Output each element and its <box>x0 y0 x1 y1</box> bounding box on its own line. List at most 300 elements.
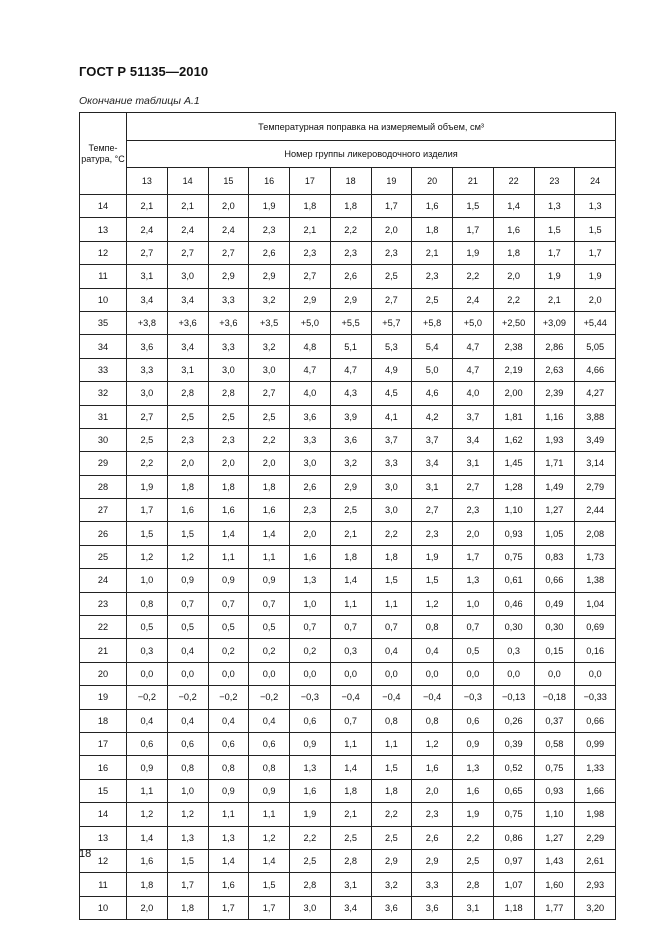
correction-cell: 1,4 <box>249 522 290 545</box>
correction-cell: 2,7 <box>167 241 208 264</box>
table-row <box>80 475 616 498</box>
correction-cell: 2,0 <box>371 218 412 241</box>
correction-cell: 1,8 <box>371 779 412 802</box>
correction-cell: 0,0 <box>127 662 168 685</box>
correction-cell: +5,44 <box>575 311 616 334</box>
correction-cell: 3,3 <box>371 452 412 475</box>
correction-cell: 2,2 <box>453 826 494 849</box>
correction-cell: 0,3 <box>127 639 168 662</box>
correction-cell: 3,4 <box>453 428 494 451</box>
correction-cell: 0,7 <box>208 592 249 615</box>
correction-cell: 2,3 <box>290 241 331 264</box>
correction-cell: 1,28 <box>493 475 534 498</box>
correction-cell: 0,7 <box>290 616 331 639</box>
correction-cell: 3,6 <box>290 405 331 428</box>
correction-cell: 4,7 <box>453 358 494 381</box>
correction-cell: 0,26 <box>493 709 534 732</box>
correction-cell: 1,1 <box>208 803 249 826</box>
correction-cell: 1,7 <box>127 499 168 522</box>
correction-cell: 0,4 <box>412 639 453 662</box>
correction-cell: 2,6 <box>412 826 453 849</box>
correction-cell: 2,3 <box>167 428 208 451</box>
table-row <box>80 709 616 732</box>
correction-cell: 0,0 <box>534 662 575 685</box>
correction-cell: 3,1 <box>330 873 371 896</box>
correction-cell: 0,9 <box>167 569 208 592</box>
correction-cell: 1,2 <box>127 545 168 568</box>
correction-cell: 0,97 <box>493 849 534 872</box>
correction-cell: 1,4 <box>127 826 168 849</box>
temperature-cell: 28 <box>80 475 127 498</box>
correction-cell: 1,98 <box>575 803 616 826</box>
correction-cell: 1,2 <box>167 545 208 568</box>
correction-cell: −0,3 <box>290 686 331 709</box>
correction-cell: 1,1 <box>371 592 412 615</box>
correction-cell: 1,5 <box>412 569 453 592</box>
group-number-header: 19 <box>371 168 412 195</box>
correction-cell: 2,7 <box>412 499 453 522</box>
correction-cell: 0,0 <box>208 662 249 685</box>
correction-cell: 0,83 <box>534 545 575 568</box>
correction-cell: −0,2 <box>127 686 168 709</box>
correction-cell: 0,2 <box>249 639 290 662</box>
correction-cell: 4,9 <box>371 358 412 381</box>
correction-cell: 0,7 <box>330 709 371 732</box>
group-number-header: 14 <box>167 168 208 195</box>
temperature-cell: 17 <box>80 732 127 755</box>
correction-cell: +5,7 <box>371 311 412 334</box>
correction-cell: 1,1 <box>249 803 290 826</box>
correction-cell: 2,0 <box>208 452 249 475</box>
correction-cell: 2,9 <box>330 288 371 311</box>
correction-cell: 3,4 <box>412 452 453 475</box>
temperature-cell: 12 <box>80 241 127 264</box>
correction-cell: 2,8 <box>290 873 331 896</box>
correction-cell: 2,00 <box>493 382 534 405</box>
correction-cell: 0,8 <box>127 592 168 615</box>
correction-cell: 2,3 <box>330 241 371 264</box>
temperature-cell: 32 <box>80 382 127 405</box>
correction-cell: 1,8 <box>493 241 534 264</box>
correction-cell: −0,2 <box>208 686 249 709</box>
correction-cell: 2,44 <box>575 499 616 522</box>
temperature-cell: 22 <box>80 616 127 639</box>
correction-cell: 3,1 <box>412 475 453 498</box>
correction-cell: 3,4 <box>330 896 371 919</box>
correction-cell: 2,5 <box>127 428 168 451</box>
correction-cell: 2,2 <box>249 428 290 451</box>
table-caption: Окончание таблицы А.1 <box>79 95 200 107</box>
correction-cell: 1,3 <box>290 569 331 592</box>
correction-cell: 5,1 <box>330 335 371 358</box>
correction-cell: 2,6 <box>290 475 331 498</box>
group-numbers-row <box>80 168 616 195</box>
temperature-cell: 14 <box>80 803 127 826</box>
correction-cell: 0,2 <box>290 639 331 662</box>
correction-cell: 2,2 <box>127 452 168 475</box>
correction-cell: 0,61 <box>493 569 534 592</box>
correction-cell: 3,0 <box>371 499 412 522</box>
correction-cell: 1,1 <box>208 545 249 568</box>
correction-cell: 1,05 <box>534 522 575 545</box>
correction-cell: 1,7 <box>534 241 575 264</box>
correction-cell: 2,7 <box>208 241 249 264</box>
temperature-cell: 27 <box>80 499 127 522</box>
correction-cell: 1,5 <box>453 195 494 218</box>
correction-cell: 0,5 <box>127 616 168 639</box>
correction-cell: 1,38 <box>575 569 616 592</box>
correction-cell: +5,5 <box>330 311 371 334</box>
correction-cell: −0,4 <box>330 686 371 709</box>
correction-cell: 1,7 <box>371 195 412 218</box>
correction-cell: 0,0 <box>167 662 208 685</box>
correction-cell: 2,0 <box>493 265 534 288</box>
correction-cell: 2,3 <box>371 241 412 264</box>
group-number-header: 21 <box>453 168 494 195</box>
correction-cell: 2,7 <box>249 382 290 405</box>
correction-cell: 0,0 <box>249 662 290 685</box>
correction-cell: 0,15 <box>534 639 575 662</box>
correction-cell: 3,4 <box>167 288 208 311</box>
correction-cell: 0,9 <box>249 779 290 802</box>
correction-cell: 2,3 <box>412 265 453 288</box>
correction-cell: 0,8 <box>249 756 290 779</box>
correction-cell: +3,5 <box>249 311 290 334</box>
table-row <box>80 545 616 568</box>
correction-cell: 0,58 <box>534 732 575 755</box>
correction-cell: 1,10 <box>534 803 575 826</box>
correction-cell: 1,8 <box>371 545 412 568</box>
correction-cell: 3,14 <box>575 452 616 475</box>
correction-cell: 0,8 <box>412 709 453 732</box>
correction-cell: 0,46 <box>493 592 534 615</box>
correction-cell: 1,8 <box>412 218 453 241</box>
correction-cell: 0,16 <box>575 639 616 662</box>
correction-cell: 2,2 <box>453 265 494 288</box>
correction-cell: 1,4 <box>208 849 249 872</box>
correction-cell: 2,19 <box>493 358 534 381</box>
correction-cell: 1,45 <box>493 452 534 475</box>
correction-cell: −0,18 <box>534 686 575 709</box>
correction-cell: 1,6 <box>208 499 249 522</box>
correction-cell: 0,5 <box>249 616 290 639</box>
correction-cell: 3,3 <box>127 358 168 381</box>
correction-cell: 1,5 <box>127 522 168 545</box>
correction-cell: 2,5 <box>330 826 371 849</box>
correction-cell: 3,4 <box>127 288 168 311</box>
correction-cell: 1,18 <box>493 896 534 919</box>
correction-cell: 2,5 <box>412 288 453 311</box>
temperature-column-header: Темпе-ратура, °С <box>80 113 127 195</box>
table-row <box>80 428 616 451</box>
correction-cell: 3,2 <box>249 288 290 311</box>
correction-cell: 3,9 <box>330 405 371 428</box>
group-number-header: 17 <box>290 168 331 195</box>
correction-cell: 3,7 <box>412 428 453 451</box>
correction-cell: 0,9 <box>290 732 331 755</box>
correction-cell: 0,3 <box>493 639 534 662</box>
table-row <box>80 896 616 919</box>
correction-cell: 1,77 <box>534 896 575 919</box>
correction-cell: 1,6 <box>290 779 331 802</box>
correction-cell: 3,2 <box>249 335 290 358</box>
correction-cell: 4,7 <box>330 358 371 381</box>
correction-cell: 1,10 <box>493 499 534 522</box>
correction-cell: 3,1 <box>453 896 494 919</box>
correction-cell: 1,7 <box>249 896 290 919</box>
correction-cell: 0,93 <box>493 522 534 545</box>
correction-cell: 1,60 <box>534 873 575 896</box>
correction-cell: −0,3 <box>453 686 494 709</box>
correction-cell: 2,0 <box>412 779 453 802</box>
correction-cell: −0,2 <box>249 686 290 709</box>
correction-cell: 3,0 <box>167 265 208 288</box>
correction-cell: 3,0 <box>249 358 290 381</box>
correction-cell: +3,8 <box>127 311 168 334</box>
correction-cell: 1,5 <box>249 873 290 896</box>
correction-cell: −0,4 <box>412 686 453 709</box>
group-number-header: 24 <box>575 168 616 195</box>
correction-cell: 0,0 <box>330 662 371 685</box>
correction-cell: 2,38 <box>493 335 534 358</box>
correction-cell: 0,0 <box>453 662 494 685</box>
correction-cell: 0,0 <box>575 662 616 685</box>
correction-cell: 0,4 <box>167 639 208 662</box>
correction-cell: 3,2 <box>330 452 371 475</box>
correction-cell: 0,5 <box>453 639 494 662</box>
correction-cell: 3,6 <box>330 428 371 451</box>
correction-cell: 3,7 <box>453 405 494 428</box>
correction-cell: 3,3 <box>412 873 453 896</box>
correction-cell: 0,4 <box>208 709 249 732</box>
correction-cell: 0,7 <box>167 592 208 615</box>
correction-cell: +5,0 <box>290 311 331 334</box>
correction-cell: 0,7 <box>371 616 412 639</box>
correction-cell: 1,2 <box>412 592 453 615</box>
correction-cell: 1,1 <box>249 545 290 568</box>
correction-cell: 4,8 <box>290 335 331 358</box>
correction-cell: 3,6 <box>412 896 453 919</box>
correction-cell: 3,2 <box>371 873 412 896</box>
correction-cell: 0,37 <box>534 709 575 732</box>
correction-cell: 2,4 <box>167 218 208 241</box>
correction-cell: 2,3 <box>249 218 290 241</box>
temperature-cell: 33 <box>80 358 127 381</box>
correction-cell: 2,1 <box>127 195 168 218</box>
table-row <box>80 405 616 428</box>
temperature-cell: 29 <box>80 452 127 475</box>
correction-cell: 1,8 <box>208 475 249 498</box>
correction-cell: 0,5 <box>167 616 208 639</box>
correction-cell: 0,9 <box>208 569 249 592</box>
correction-cell: 1,6 <box>453 779 494 802</box>
temperature-cell: 16 <box>80 756 127 779</box>
temperature-cell: 13 <box>80 218 127 241</box>
correction-cell: 1,5 <box>167 849 208 872</box>
correction-cell: 1,27 <box>534 826 575 849</box>
correction-cell: 1,3 <box>453 569 494 592</box>
table-row <box>80 662 616 685</box>
correction-cell: 0,7 <box>330 616 371 639</box>
correction-cell: 1,2 <box>127 803 168 826</box>
correction-cell: 0,4 <box>249 709 290 732</box>
correction-cell: 0,6 <box>167 732 208 755</box>
correction-cell: 2,5 <box>371 265 412 288</box>
table-row <box>80 569 616 592</box>
correction-cell: 2,1 <box>167 195 208 218</box>
correction-cell: 2,2 <box>330 218 371 241</box>
document-code: ГОСТ Р 51135—2010 <box>79 64 209 79</box>
temperature-cell: 20 <box>80 662 127 685</box>
correction-cell: 1,6 <box>493 218 534 241</box>
correction-cell: 2,3 <box>412 803 453 826</box>
correction-cell: 3,0 <box>127 382 168 405</box>
correction-cell: 2,4 <box>127 218 168 241</box>
correction-cell: 2,0 <box>453 522 494 545</box>
correction-cell: 1,8 <box>290 195 331 218</box>
temperature-cell: 34 <box>80 335 127 358</box>
correction-cell: 1,7 <box>453 218 494 241</box>
correction-cell: 0,75 <box>534 756 575 779</box>
correction-cell: 4,0 <box>290 382 331 405</box>
correction-cell: 2,0 <box>167 452 208 475</box>
correction-cell: 1,2 <box>167 803 208 826</box>
correction-cell: 0,6 <box>208 732 249 755</box>
table-row <box>80 265 616 288</box>
correction-cell: 4,1 <box>371 405 412 428</box>
correction-cell: 1,9 <box>127 475 168 498</box>
correction-cell: 1,71 <box>534 452 575 475</box>
correction-cell: 3,3 <box>208 335 249 358</box>
correction-cell: 1,8 <box>167 896 208 919</box>
correction-cell: 3,0 <box>290 452 331 475</box>
group-number-header: 22 <box>493 168 534 195</box>
correction-cell: 1,5 <box>371 756 412 779</box>
table-row <box>80 803 616 826</box>
correction-cell: 3,20 <box>575 896 616 919</box>
correction-cell: 5,0 <box>412 358 453 381</box>
table-row <box>80 732 616 755</box>
correction-cell: 4,27 <box>575 382 616 405</box>
correction-cell: 3,1 <box>167 358 208 381</box>
correction-cell: 2,7 <box>453 475 494 498</box>
correction-cell: 3,0 <box>208 358 249 381</box>
temperature-cell: 11 <box>80 873 127 896</box>
table-row <box>80 382 616 405</box>
group-number-header: 16 <box>249 168 290 195</box>
group-number-header: 23 <box>534 168 575 195</box>
correction-cell: 3,0 <box>371 475 412 498</box>
correction-cell: 3,6 <box>371 896 412 919</box>
correction-cell: 0,8 <box>208 756 249 779</box>
correction-cell: 1,73 <box>575 545 616 568</box>
correction-cell: 2,0 <box>575 288 616 311</box>
correction-cell: 0,7 <box>453 616 494 639</box>
group-number-header: 18 <box>330 168 371 195</box>
correction-cell: 4,3 <box>330 382 371 405</box>
correction-cell: 2,8 <box>453 873 494 896</box>
correction-cell: 1,3 <box>167 826 208 849</box>
temperature-cell: 35 <box>80 311 127 334</box>
correction-cell: 2,9 <box>249 265 290 288</box>
correction-cell: 1,9 <box>534 265 575 288</box>
correction-cell: 3,49 <box>575 428 616 451</box>
correction-cell: 1,0 <box>453 592 494 615</box>
correction-cell: 2,9 <box>290 288 331 311</box>
correction-cell: 1,0 <box>290 592 331 615</box>
correction-cell: 0,30 <box>493 616 534 639</box>
correction-cell: +3,09 <box>534 311 575 334</box>
correction-cell: 3,7 <box>371 428 412 451</box>
correction-cell: 2,9 <box>371 849 412 872</box>
temperature-cell: 11 <box>80 265 127 288</box>
table-body <box>80 195 616 920</box>
correction-cell: 2,8 <box>167 382 208 405</box>
correction-cell: 4,0 <box>453 382 494 405</box>
temperature-cell: 10 <box>80 896 127 919</box>
correction-cell: 4,2 <box>412 405 453 428</box>
correction-cell: 1,7 <box>208 896 249 919</box>
correction-cell: 0,0 <box>371 662 412 685</box>
correction-cell: 3,6 <box>127 335 168 358</box>
table-row <box>80 241 616 264</box>
correction-cell: 0,6 <box>127 732 168 755</box>
correction-cell: +5,8 <box>412 311 453 334</box>
correction-cell: 1,5 <box>167 522 208 545</box>
correction-cell: 1,8 <box>330 779 371 802</box>
correction-cell: 1,07 <box>493 873 534 896</box>
temperature-cell: 19 <box>80 686 127 709</box>
correction-cell: 0,8 <box>412 616 453 639</box>
correction-cell: 1,6 <box>167 499 208 522</box>
correction-cell: 1,81 <box>493 405 534 428</box>
correction-cell: 1,7 <box>453 545 494 568</box>
correction-cell: 2,1 <box>534 288 575 311</box>
correction-cell: 1,04 <box>575 592 616 615</box>
correction-cell: 0,93 <box>534 779 575 802</box>
correction-cell: 1,62 <box>493 428 534 451</box>
correction-cell: 0,9 <box>453 732 494 755</box>
correction-cell: 1,6 <box>249 499 290 522</box>
correction-cell: 1,8 <box>127 873 168 896</box>
correction-cell: 4,6 <box>412 382 453 405</box>
correction-cell: 2,7 <box>371 288 412 311</box>
correction-cell: −0,13 <box>493 686 534 709</box>
correction-table <box>79 112 616 920</box>
correction-cell: 2,2 <box>493 288 534 311</box>
table-row <box>80 358 616 381</box>
correction-cell: 1,8 <box>330 195 371 218</box>
correction-cell: 1,6 <box>412 756 453 779</box>
correction-cell: 1,9 <box>412 545 453 568</box>
correction-cell: 1,27 <box>534 499 575 522</box>
table-row <box>80 756 616 779</box>
correction-cell: 0,0 <box>412 662 453 685</box>
correction-cell: 1,5 <box>534 218 575 241</box>
temperature-cell: 24 <box>80 569 127 592</box>
correction-cell: 1,9 <box>453 241 494 264</box>
correction-cell: 1,33 <box>575 756 616 779</box>
temperature-cell: 15 <box>80 779 127 802</box>
table-row <box>80 616 616 639</box>
correction-cell: 2,93 <box>575 873 616 896</box>
correction-cell: 1,5 <box>371 569 412 592</box>
correction-cell: 4,7 <box>290 358 331 381</box>
correction-cell: 5,05 <box>575 335 616 358</box>
table-row <box>80 288 616 311</box>
correction-cell: 1,9 <box>453 803 494 826</box>
correction-cell: 1,8 <box>167 475 208 498</box>
